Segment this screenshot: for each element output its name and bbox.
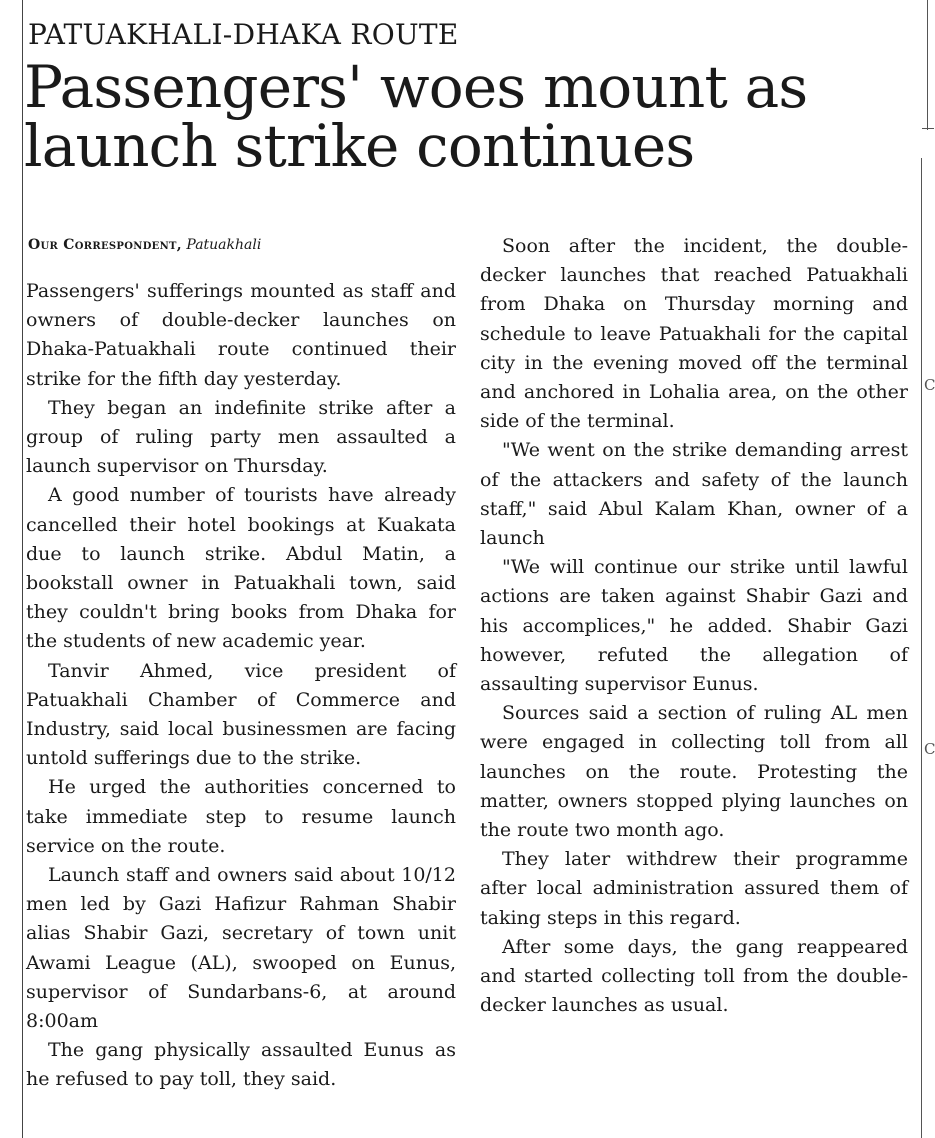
article-kicker: PATUAKHALI-DHAKA ROUTE xyxy=(28,18,459,51)
paragraph: After some days, the gang reappeared and started collecting toll from the double-decker launches as usual. xyxy=(480,935,908,1017)
byline-name: Our Correspondent, xyxy=(28,237,182,253)
article-byline xyxy=(28,237,261,253)
left-column-rule xyxy=(22,0,23,1138)
paragraph: The gang physically assaulted Eunus as he refused to pay toll, they said. xyxy=(26,1039,456,1091)
right-column-rule-top xyxy=(927,0,928,130)
paragraph: Passengers' sufferings mounted as staff and owners of double-decker launches on Dhaka-Patuakhali route continued their strike for the fifth day yesterday. xyxy=(26,280,456,390)
byline-place: Patuakhali xyxy=(186,237,262,253)
paragraph: They later withdrew their programme after local administration assured them of taking steps in this regard. xyxy=(480,848,908,929)
paragraph: A good number of tourists have already cancelled their hotel bookings at Kuakata due to launch strike. Abdul Matin, a bookstall owner in Patuakhali town, said they couldn't bring books from Dhaka for the students of new academic year. xyxy=(26,484,456,653)
paragraph: He urged the authorities concerned to take immediate step to resume launch service on the route. xyxy=(26,776,456,857)
paragraph: Tanvir Ahmed, vice president of Patuakhali Chamber of Commerce and Industry, said local businessmen are facing untold sufferings due to the strike. xyxy=(26,659,456,770)
adjacent-article-fragment: C xyxy=(924,740,935,758)
paragraph: "We will continue our strike until lawful actions are taken against Shabir Gazi and his accomplices," he added. Shabir Gazi however, refuted the allegation of assaulting supervisor Eunus. xyxy=(480,556,908,696)
right-column-rule xyxy=(921,158,922,1138)
paragraph: They began an indefinite strike after a group of ruling party men assaulted a launch supervisor on Thursday. xyxy=(26,396,456,478)
paragraph: Sources said a section of ruling AL men were engaged in collecting toll from all launches on the route. Protesting the matter, owners stopped plying launches on the route two month ago. xyxy=(480,702,908,842)
article-column-right xyxy=(480,232,908,1020)
paragraph: "We went on the strike demanding arrest of the attackers and safety of the launch staff," said Abul Kalam Khan, owner of a launch xyxy=(480,439,908,550)
right-column-rule-tick xyxy=(922,128,934,129)
article-column-left xyxy=(26,277,456,1095)
article-headline: Passengers' woes mount as launch strike continues xyxy=(24,53,808,181)
paragraph: Soon after the incident, the double-decker launches that reached Patuakhali from Dhaka on Thursday morning and schedule to leave Patuakhali for the capital city in the evening moved off the terminal and anchored in Lohalia area, on the other side of the terminal. xyxy=(480,235,908,433)
adjacent-article-fragment: C xyxy=(924,376,935,394)
paragraph: Launch staff and owners said about 10/12 men led by Gazi Hafizur Rahman Shabir alias Shabir Gazi, secretary of town unit Awami League (AL), swooped on Eunus, supervisor of Sundarbans-6, at around 8:00am xyxy=(26,864,456,1033)
